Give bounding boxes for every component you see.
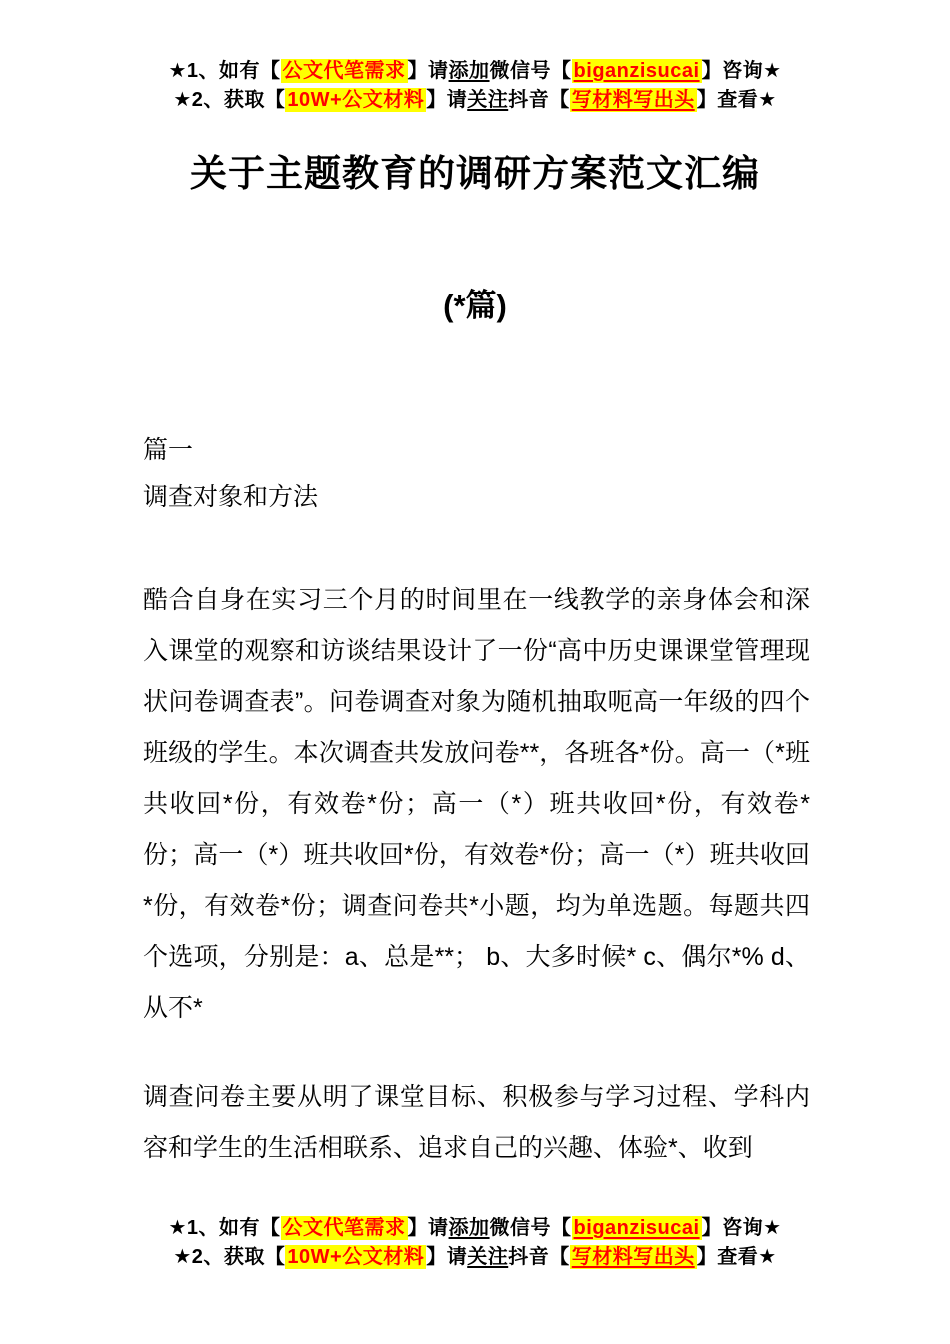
section-heading: 调查对象和方法 [143, 483, 319, 512]
article-count: (*篇) [443, 287, 507, 323]
promo-keyword-highlight: 10W+公文材料 [287, 89, 425, 111]
promo-mid-text: 】请 [426, 1246, 468, 1268]
paragraph-survey-content: 调查问卷主要从明了课堂目标、积极参与学习过程、学科内容和学生的生活相联系、追求自己的兴趣、体验*、收到 [143, 1083, 810, 1163]
promo-mid-text: 】请 [407, 1217, 449, 1239]
promo-action-underline: 添加 [448, 60, 490, 82]
promo-keyword-highlight: 10W+公文材料 [287, 1246, 425, 1268]
paragraph-survey-method: 酷合自身在实习三个月的时间里在一线教学的亲身体会和深入课堂的观察和访谈结果设计了一份“高中历史课课堂管理现状问卷调查表”。问卷调查对象为随机抽取呃高一年级的四个班级的学生。本次调查共发放问卷**，各班各*份。高一（*班共收回*份，有效卷*份；高一（*）班共收回*份，有效卷*份；高一（*）班共收回*份，有效卷*份；高一（*）班共收回*份，有效卷*份；调查问卷共*小题，均为单选题。每题共四个选项，分别是：a、总是**； b、大多时候* c、偶尔*% d、从不* [143, 586, 810, 1023]
promo-action-underline: 关注 [467, 1246, 509, 1268]
promo-platform-text: 微信号【 [489, 1217, 572, 1239]
promo-account-highlight: 写材料写出头 [571, 1246, 695, 1268]
section-heading-block [143, 427, 810, 521]
promo-star-prefix: ★2、获取【 [173, 89, 286, 111]
promo-account-highlight: 写材料写出头 [571, 89, 695, 111]
promo-star-prefix: ★1、如有【 [168, 1217, 281, 1239]
promo-banner-bottom [0, 1214, 950, 1272]
promo-platform-text: 抖音【 [508, 1246, 570, 1268]
promo-line-1 [0, 1214, 950, 1243]
promo-mid-text: 】请 [426, 89, 468, 111]
promo-action-underline: 添加 [448, 1217, 490, 1239]
promo-star-prefix: ★2、获取【 [173, 1246, 286, 1268]
promo-suffix: 】咨询★ [701, 1217, 782, 1239]
promo-mid-text: 】请 [407, 60, 449, 82]
promo-suffix: 】查看★ [696, 1246, 777, 1268]
promo-line-2 [0, 86, 950, 115]
promo-keyword-highlight: 公文代笔需求 [282, 60, 406, 82]
promo-keyword-highlight: 公文代笔需求 [282, 1217, 406, 1239]
promo-suffix: 】查看★ [696, 89, 777, 111]
promo-suffix: 】咨询★ [701, 60, 782, 82]
promo-account-highlight: biganzisucai [573, 1217, 700, 1239]
section-part-label: 篇一 [143, 436, 194, 465]
promo-star-prefix: ★1、如有【 [168, 60, 281, 82]
promo-account-highlight: biganzisucai [573, 60, 700, 82]
promo-action-underline: 关注 [467, 89, 509, 111]
promo-platform-text: 微信号【 [489, 60, 572, 82]
page-title: 关于主题教育的调研方案范文汇编 [190, 153, 760, 194]
promo-platform-text: 抖音【 [508, 89, 570, 111]
promo-line-2 [0, 1243, 950, 1272]
promo-line-1 [0, 57, 950, 86]
promo-banner-top [0, 0, 950, 115]
